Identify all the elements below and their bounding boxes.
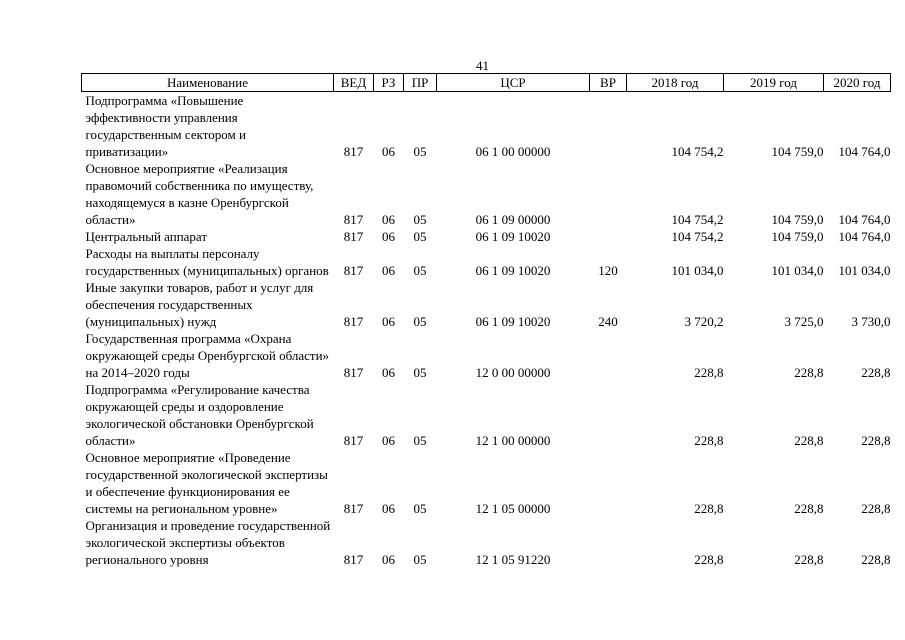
row-ved: 817 (343, 144, 364, 159)
row-rz: 06 (382, 365, 395, 380)
row-amount-2018: 104 754,2 (671, 229, 724, 244)
row-name: Государственная программа «Охрана окружающей среды Оренбургской области» на 2014–2020 годы (85, 331, 330, 380)
row-csr: 06 1 09 10020 (475, 229, 551, 244)
row-amount-2018: 228,8 (694, 365, 724, 380)
row-name: Центральный аппарат (85, 229, 208, 244)
row-rz: 06 (382, 552, 395, 567)
row-vr (590, 330, 627, 381)
row-amount-2018: 228,8 (694, 433, 724, 448)
row-pr: 05 (413, 229, 427, 244)
row-ved: 817 (343, 501, 364, 516)
table-row (82, 228, 891, 245)
header-2019: 2019 год (724, 74, 824, 92)
row-amount-2018: 228,8 (694, 552, 724, 567)
row-rz: 06 (382, 144, 395, 159)
header-name: Наименование (82, 74, 334, 92)
row-amount-2019: 228,8 (794, 501, 824, 516)
row-rz: 06 (382, 433, 395, 448)
header-csr: ЦСР (437, 74, 590, 92)
table-header-row (82, 74, 891, 92)
table-row (82, 517, 891, 568)
row-amount-2019: 228,8 (794, 365, 824, 380)
row-amount-2019: 104 759,0 (771, 212, 824, 227)
row-vr (590, 517, 627, 568)
row-csr: 06 1 09 10020 (475, 263, 551, 278)
table-row (82, 381, 891, 449)
row-amount-2018: 228,8 (694, 501, 724, 516)
row-ved: 817 (343, 552, 364, 567)
row-vr (590, 381, 627, 449)
row-amount-2019: 104 759,0 (771, 229, 824, 244)
row-name: Основное мероприятие «Реализация правомочий собственника по имуществу, находящемуся в казне Оренбургской области» (85, 161, 314, 227)
table-row (82, 449, 891, 517)
row-csr: 12 1 05 00000 (475, 501, 551, 516)
row-amount-2019: 228,8 (794, 433, 824, 448)
table-row (82, 160, 891, 228)
row-rz: 06 (382, 501, 395, 516)
row-csr: 12 0 00 00000 (475, 365, 551, 380)
row-amount-2020: 3 730,0 (851, 314, 891, 329)
table-row (82, 330, 891, 381)
header-pr: ПР (404, 74, 437, 92)
row-ved: 817 (343, 263, 364, 278)
row-vr: 240 (598, 314, 618, 329)
row-pr: 05 (413, 212, 427, 227)
row-amount-2019: 3 725,0 (784, 314, 824, 329)
row-csr: 12 1 00 00000 (475, 433, 551, 448)
header-2020: 2020 год (824, 74, 891, 92)
row-amount-2020: 228,8 (861, 501, 891, 516)
row-amount-2020: 228,8 (861, 433, 891, 448)
row-amount-2018: 3 720,2 (684, 314, 724, 329)
row-pr: 05 (413, 314, 427, 329)
row-name: Иные закупки товаров, работ и услуг для обеспечения государственных (муниципальных) нужд (85, 280, 314, 329)
table-row (82, 279, 891, 330)
row-rz: 06 (382, 229, 395, 244)
header-2018: 2018 год (627, 74, 724, 92)
row-vr (590, 92, 627, 161)
row-amount-2020: 104 764,0 (838, 229, 891, 244)
budget-table (81, 73, 891, 568)
row-amount-2020: 101 034,0 (838, 263, 891, 278)
row-ved: 817 (343, 365, 364, 380)
row-amount-2019: 104 759,0 (771, 144, 824, 159)
row-amount-2018: 104 754,2 (671, 144, 724, 159)
row-amount-2018: 104 754,2 (671, 212, 724, 227)
row-ved: 817 (343, 229, 364, 244)
row-rz: 06 (382, 314, 395, 329)
row-pr: 05 (413, 552, 427, 567)
row-name: Основное мероприятие «Проведение государственной экологической экспертизы и обеспечение функционирования ее системы на региональном уровне» (85, 450, 328, 516)
row-csr: 06 1 09 00000 (475, 212, 551, 227)
row-amount-2018: 101 034,0 (671, 263, 724, 278)
row-ved: 817 (343, 212, 364, 227)
table-row (82, 92, 891, 161)
row-vr (590, 449, 627, 517)
row-name: Расходы на выплаты персоналу государственных (муниципальных) органов (85, 246, 329, 278)
row-name: Организация и проведение государственной экологической экспертизы объектов регионального уровня (85, 518, 331, 567)
row-amount-2019: 101 034,0 (771, 263, 824, 278)
row-rz: 06 (382, 263, 395, 278)
row-vr (590, 228, 627, 245)
row-amount-2019: 228,8 (794, 552, 824, 567)
page-number: 41 (476, 58, 489, 73)
row-vr: 120 (598, 263, 618, 278)
row-amount-2020: 228,8 (861, 552, 891, 567)
row-amount-2020: 228,8 (861, 365, 891, 380)
row-pr: 05 (413, 144, 427, 159)
row-pr: 05 (413, 433, 427, 448)
row-csr: 12 1 05 91220 (475, 552, 551, 567)
row-name: Подпрограмма «Регулирование качества окружающей среды и оздоровление экологической обстановки Оренбургской области» (85, 382, 314, 448)
row-amount-2020: 104 764,0 (838, 212, 891, 227)
header-rz: РЗ (374, 74, 404, 92)
row-pr: 05 (413, 501, 427, 516)
row-amount-2020: 104 764,0 (838, 144, 891, 159)
row-csr: 06 1 00 00000 (475, 144, 551, 159)
table-row (82, 245, 891, 279)
row-csr: 06 1 09 10020 (475, 314, 551, 329)
header-ved: ВЕД (334, 74, 374, 92)
row-ved: 817 (343, 314, 364, 329)
row-pr: 05 (413, 365, 427, 380)
row-ved: 817 (343, 433, 364, 448)
row-pr: 05 (413, 263, 427, 278)
row-rz: 06 (382, 212, 395, 227)
row-name: Подпрограмма «Повышение эффективности управления государственным сектором и приватизации» (85, 93, 246, 159)
row-vr (590, 160, 627, 228)
header-vr: ВР (590, 74, 627, 92)
